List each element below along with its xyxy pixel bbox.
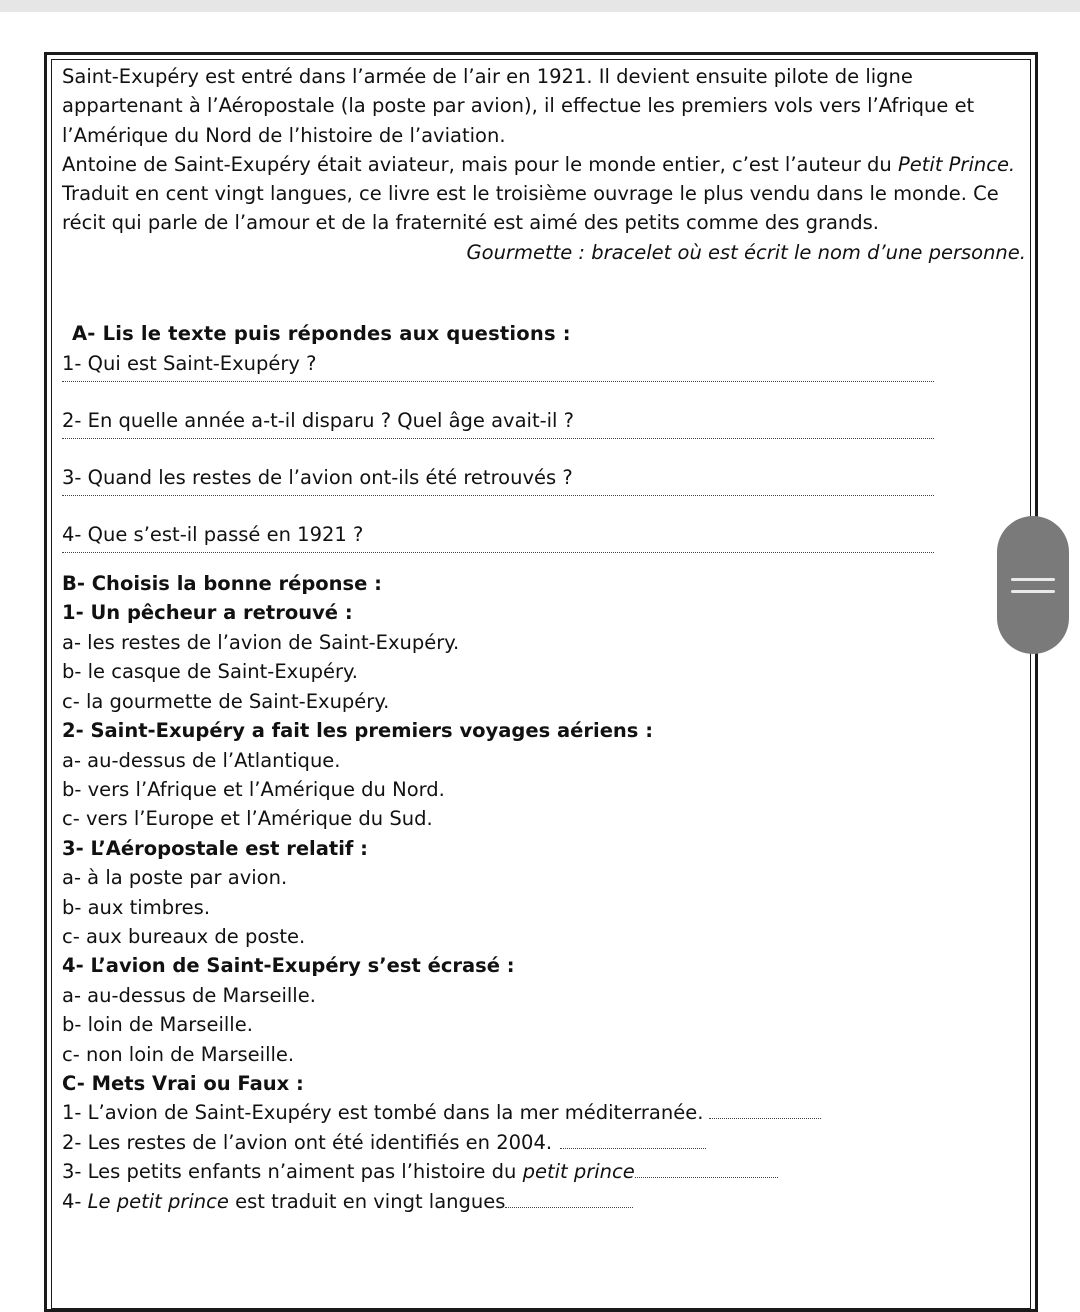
scroll-grip-icon[interactable] [997, 516, 1069, 654]
true-false-blank[interactable] [560, 1134, 706, 1149]
mcq-option[interactable]: c- la gourmette de Saint-Exupéry. [62, 689, 390, 713]
statement-text: 2- Les restes de l’avion ont été identifiés en 2004. [62, 1130, 553, 1154]
statement-text: 1- L’avion de Saint-Exupéry est tombé dans la mer méditerranée. [62, 1101, 704, 1125]
section-b [62, 569, 1028, 1069]
section-a [62, 319, 1028, 553]
mcq-option[interactable]: c- non loin de Marseille. [62, 1042, 295, 1066]
answer-line[interactable] [62, 435, 934, 439]
question: 2- En quelle année a-t-il disparu ? Quel âge avait-il ? [62, 409, 575, 433]
statement-text: 3- Les petits enfants n’aiment pas l’histoire du [62, 1160, 517, 1184]
passage-line [62, 150, 1028, 179]
mcq-option[interactable]: a- au-dessus de Marseille. [62, 983, 316, 1007]
top-bar [0, 0, 1080, 12]
book-title: petit prince [522, 1160, 635, 1184]
mcq-option[interactable]: b- le casque de Saint-Exupéry. [62, 660, 358, 684]
mcq-question: 1- Un pêcheur a retrouvé : [62, 601, 353, 625]
question: 3- Quand les restes de l’avion ont-ils été retrouvés ? [62, 466, 573, 490]
passage-line: Traduit en cent vingt langues, ce livre est le troisième ouvrage le plus vendu dans le monde. Ce [62, 182, 999, 206]
question: 4- Que s’est-il passé en 1921 ? [62, 523, 364, 547]
true-false-blank[interactable] [635, 1163, 778, 1178]
section-c-title: C- Mets Vrai ou Faux : [62, 1071, 304, 1095]
statement-text: 4- [62, 1189, 82, 1213]
mcq-option[interactable]: b- aux timbres. [62, 895, 211, 919]
mcq-option[interactable]: b- loin de Marseille. [62, 1013, 253, 1037]
passage-line: récit qui parle de l’amour et de la fraternité est aimé des petits comme des grands. [62, 211, 880, 235]
true-false-statement [62, 1098, 1028, 1127]
section-c [62, 1069, 1028, 1216]
reading-passage [62, 62, 1028, 267]
worksheet [62, 62, 1028, 1216]
mcq-option[interactable]: b- vers l’Afrique et l’Amérique du Nord. [62, 777, 445, 801]
answer-line[interactable] [62, 492, 934, 496]
question: 1- Qui est Saint-Exupéry ? [62, 352, 317, 376]
passage-line: Saint-Exupéry est entré dans l’armée de l’air en 1921. Il devient ensuite pilote de ligne [62, 65, 913, 88]
section-a-title: A- Lis le texte puis répondes aux questions : [72, 322, 571, 346]
passage-line: appartenant à l’Aéropostale (la poste par avion), il effectue les premiers vols vers l’Afrique et [62, 94, 975, 118]
mcq-option[interactable]: c- vers l’Europe et l’Amérique du Sud. [62, 807, 433, 831]
book-title: Petit Prince. [898, 152, 1016, 176]
mcq-question: 4- L’avion de Saint-Exupéry s’est écrasé : [62, 954, 515, 978]
section-b-title: B- Choisis la bonne réponse : [62, 572, 382, 596]
mcq-option[interactable]: a- les restes de l’avion de Saint-Exupéry. [62, 630, 460, 654]
answer-line[interactable] [62, 549, 934, 553]
book-title: Le petit prince [87, 1189, 229, 1213]
statement-text: est traduit en vingt langues [235, 1189, 506, 1213]
true-false-blank[interactable] [709, 1104, 821, 1119]
grip-line [1011, 578, 1055, 581]
true-false-statement [62, 1157, 1028, 1186]
mcq-option[interactable]: a- à la poste par avion. [62, 866, 288, 890]
true-false-statement [62, 1187, 1028, 1216]
mcq-option[interactable]: a- au-dessus de l’Atlantique. [62, 748, 341, 772]
answer-line[interactable] [62, 378, 934, 382]
grip-line [1011, 590, 1055, 593]
true-false-blank[interactable] [505, 1193, 633, 1208]
mcq-option[interactable]: c- aux bureaux de poste. [62, 924, 306, 948]
mcq-question: 2- Saint-Exupéry a fait les premiers voyages aériens : [62, 719, 653, 743]
passage-text: Antoine de Saint-Exupéry était aviateur, mais pour le monde entier, c’est l’auteur du [62, 152, 892, 176]
vocabulary-note: Gourmette : bracelet où est écrit le nom d’une personne. [466, 240, 1026, 264]
true-false-statement [62, 1128, 1028, 1157]
mcq-question: 3- L’Aéropostale est relatif : [62, 836, 368, 860]
passage-line: l’Amérique du Nord de l’histoire de l’aviation. [62, 123, 506, 147]
